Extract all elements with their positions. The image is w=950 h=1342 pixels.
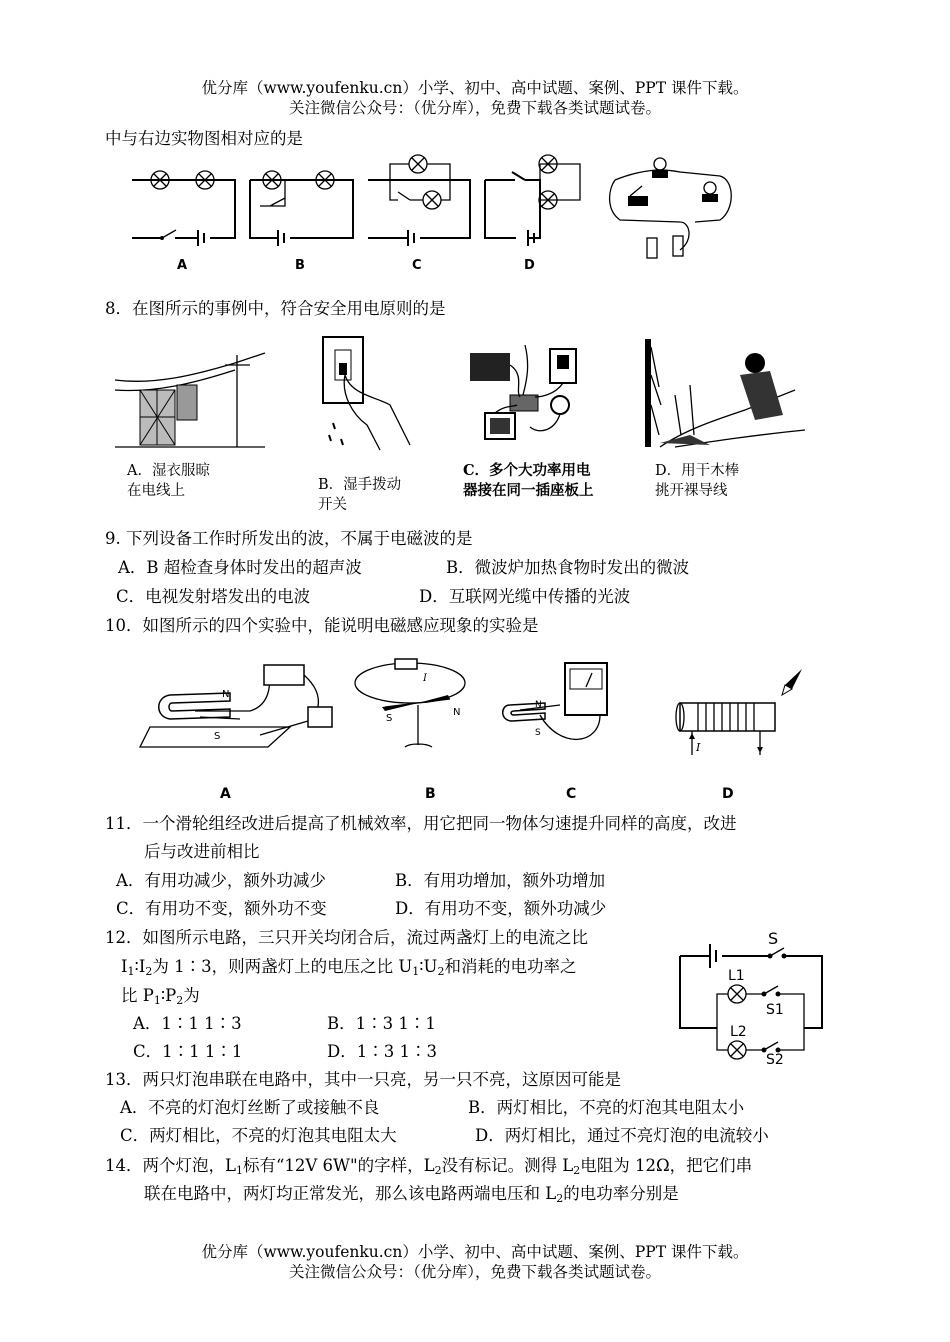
q11-stem-line1: 11．一个滑轮组经改进后提高了机械效率，用它把同一物体匀速提升同样的高度，改进 bbox=[105, 814, 737, 833]
q10-figure-d bbox=[676, 669, 802, 755]
q12-option-c: C．1∶1 1∶1 bbox=[133, 1042, 243, 1061]
q8-caption-d-line2: 挑开裸导线 bbox=[655, 483, 728, 499]
q10-label-d: D bbox=[722, 786, 734, 802]
q12-circuit-diagram bbox=[672, 929, 832, 1068]
q7-label-a: A bbox=[177, 258, 188, 273]
q10-label-c: C bbox=[566, 786, 577, 802]
q12-option-a: A．1∶1 1∶3 bbox=[133, 1014, 242, 1033]
q10-c-s-label: S bbox=[535, 728, 541, 738]
q12-stem-line2: $I_1∶I_2$为 1∶3，则两盏灯上的电压之比 $U_1∶U_2$和消耗的电功率之 bbox=[121, 957, 577, 978]
q13-option-d: D．两灯相比，通过不亮灯泡的电流较小 bbox=[475, 1126, 769, 1145]
q12-stem-line3: 比 $P_1∶P_2$为 bbox=[121, 986, 200, 1007]
q11-stem-line2: 后与改进前相比 bbox=[144, 842, 260, 861]
q13-stem: 13．两只灯泡串联在电路中，其中一只亮，另一只不亮，这原因可能是 bbox=[105, 1070, 621, 1089]
q8-caption-c-line1: C．多个大功率用电 bbox=[463, 462, 591, 479]
q10-figure-c bbox=[503, 663, 607, 739]
q7-circuit-b bbox=[250, 171, 353, 246]
q13-option-b: B．两灯相比，不亮的灯泡其电阻太小 bbox=[468, 1098, 745, 1117]
footer-line-1: 优分库（www.youfenku.cn）小学、初中、高中试题、案例、PPT 课件下载。 bbox=[201, 1243, 749, 1261]
q10-figures bbox=[140, 655, 820, 765]
q11-option-a: A．有用功减少，额外功减少 bbox=[116, 871, 326, 890]
q10-b-n-label: N bbox=[453, 707, 461, 718]
q14-stem-line2: 联在电路中，两灯均正常发光，那么该电路两端电压和 $L_2$的电功率分别是 bbox=[144, 1184, 679, 1205]
q7-label-c: C bbox=[412, 258, 422, 273]
q10-label-b: B bbox=[425, 786, 436, 802]
q7-circuit-a bbox=[132, 171, 235, 246]
q9-option-c: C．电视发射塔发出的电波 bbox=[116, 587, 311, 606]
q8-caption-b-line2: 开关 bbox=[318, 497, 347, 513]
q8-caption-a-line2: 在电线上 bbox=[127, 483, 185, 499]
q12-switch-s2-label: S2 bbox=[766, 1052, 784, 1068]
header-line-2: 关注微信公众号：（优分库），免费下载各类试题试卷。 bbox=[288, 99, 661, 117]
q10-a-s-label: S bbox=[214, 731, 221, 742]
q8-figures bbox=[115, 335, 805, 455]
q8-figure-a bbox=[115, 353, 265, 447]
q7-label-d: D bbox=[524, 258, 535, 273]
q11-option-d: D．有用功不变，额外功减少 bbox=[395, 899, 607, 918]
q10-stem: 10．如图所示的四个实验中，能说明电磁感应现象的实验是 bbox=[105, 616, 539, 635]
q7-circuit-d bbox=[485, 155, 580, 246]
q9-option-a: A．B 超检查身体时发出的超声波 bbox=[118, 558, 362, 577]
q13-option-a: A．不亮的灯泡灯丝断了或接触不良 bbox=[120, 1098, 380, 1117]
q7-circuit-c bbox=[368, 155, 470, 246]
q8-figure-d bbox=[645, 339, 805, 447]
q12-switch-s1-label: S1 bbox=[766, 1002, 784, 1018]
footer-line-2: 关注微信公众号：（优分库），免费下载各类试题试卷。 bbox=[288, 1263, 661, 1281]
q12-option-d: D．1∶3 1∶3 bbox=[327, 1042, 437, 1061]
q10-b-s-label: S bbox=[386, 713, 393, 724]
q12-lamp-l2-label: L2 bbox=[730, 1024, 747, 1040]
q10-c-n-label: N bbox=[535, 700, 542, 710]
header-line-1: 优分库（www.youfenku.cn）小学、初中、高中试题、案例、PPT 课件下载。 bbox=[201, 79, 749, 97]
q10-figure-a bbox=[140, 665, 332, 747]
q12-switch-s-label: S bbox=[768, 929, 779, 948]
q8-figure-c bbox=[470, 345, 576, 439]
q12-lamp-l1-label: L1 bbox=[728, 968, 745, 984]
q10-d-i-label: I bbox=[696, 741, 701, 754]
q10-label-a: A bbox=[220, 786, 231, 802]
q10-a-n-label: N bbox=[222, 689, 230, 700]
q8-caption-b-line1: B．湿手拨动 bbox=[318, 477, 402, 493]
q14-stem-line1: 14．两个灯泡，$L_1$标有“12V 6W"的字样，$L_2$没有标记。测得 $L_2$电阻为 12Ω，把它们串 bbox=[105, 1156, 753, 1177]
q8-stem: 8．在图所示的事例中，符合安全用电原则的是 bbox=[105, 299, 446, 318]
q10-b-i-label: I bbox=[423, 673, 427, 684]
q8-caption-d-line1: D．用干木棒 bbox=[655, 463, 740, 479]
q13-option-c: C．两灯相比，不亮的灯泡其电阻太大 bbox=[120, 1126, 397, 1145]
q10-figure-b bbox=[355, 659, 465, 747]
q8-caption-c-line2: 器接在同一插座板上 bbox=[463, 482, 594, 499]
q9-option-b: B．微波炉加热食物时发出的微波 bbox=[446, 558, 690, 577]
q7-circuit-diagrams bbox=[120, 150, 750, 275]
q7-label-b: B bbox=[295, 258, 305, 273]
q11-option-c: C．有用功不变，额外功不变 bbox=[116, 899, 327, 918]
q12-option-b: B．1∶3 1∶1 bbox=[327, 1014, 436, 1033]
q7-real-object-figure bbox=[610, 158, 732, 258]
q8-caption-a-line1: A．湿衣服晾 bbox=[127, 463, 210, 479]
q8-figure-b bbox=[323, 337, 410, 450]
q9-option-d: D．互联网光缆中传播的光波 bbox=[419, 587, 631, 606]
q9-stem: 9. 下列设备工作时所发出的波，不属于电磁波的是 bbox=[105, 529, 473, 548]
q7-stem-tail: 中与右边实物图相对应的是 bbox=[105, 129, 303, 148]
q11-option-b: B．有用功增加，额外功增加 bbox=[395, 871, 606, 890]
q12-stem-line1: 12．如图所示电路，三只开关均闭合后，流过两盏灯上的电流之比 bbox=[105, 928, 588, 947]
